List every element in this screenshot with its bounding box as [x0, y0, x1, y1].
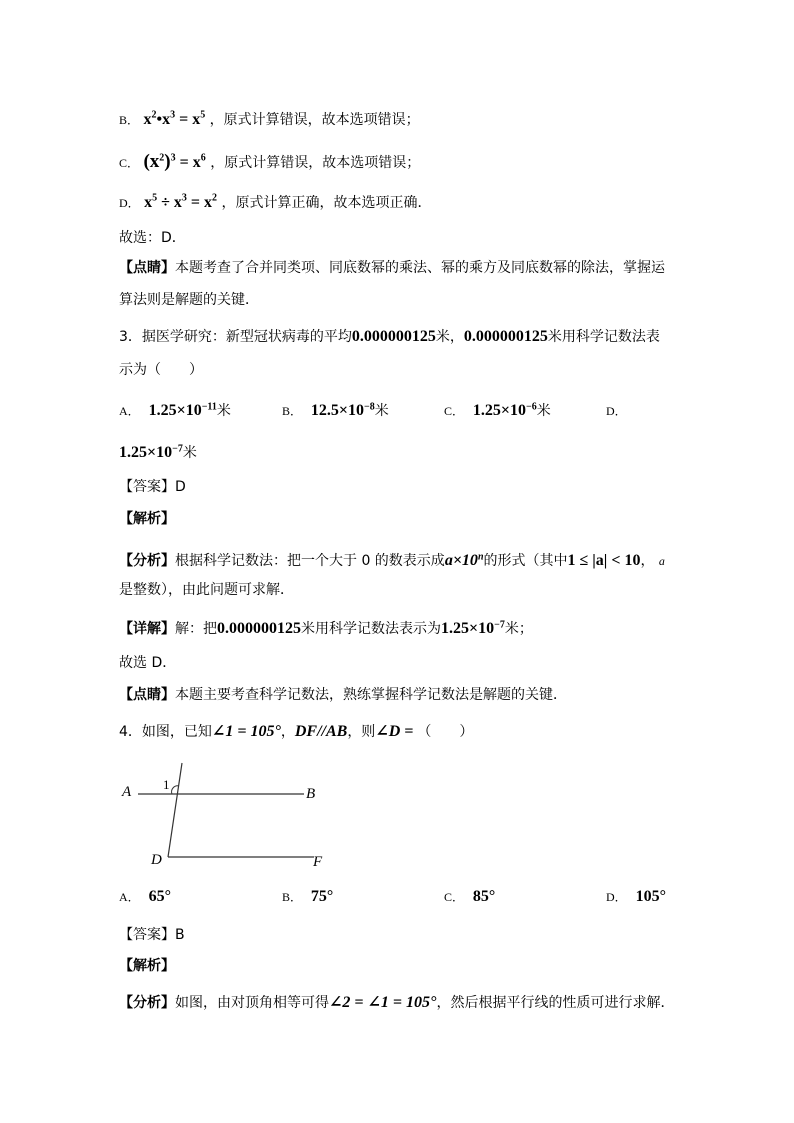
option-b-label: B． — [119, 113, 140, 127]
q4-answer: 【答案】B — [119, 927, 185, 943]
q4-option-d: D． 105° — [606, 888, 666, 905]
q3-option-a: A． $1.25\times 10^{-11}$米 — [119, 401, 231, 419]
dianjing-text-1: 本题考查了合并同类项、同底数幂的乘法、幂的乘方及同底数幂的除法，掌握运 — [175, 260, 665, 276]
q3-dianjing: 【点睛】本题主要考查科学记数法，熟练掌握科学记数法是解题的关键． — [119, 687, 567, 703]
q4-option-b: B． 75° — [282, 888, 334, 905]
q3-jiexi: 【解析】 — [119, 511, 175, 527]
angle-1-label: 1 — [163, 777, 170, 792]
question-3-stem-cont: 示为（ ） — [119, 362, 203, 378]
option-c-expression: $(x^2)^3 = x^6$ — [143, 151, 206, 172]
option-b-text: ，原式计算错误，故本选项错误； — [209, 112, 420, 128]
transversal — [168, 763, 182, 857]
point-b-label: B — [306, 786, 316, 802]
dianjing-1-cont: 算法则是解题的关键． — [119, 292, 259, 308]
q3-option-d-label: D． — [606, 404, 627, 418]
question-3-stem: 3．据医学研究：新型冠状病毒的平均0.000000125米，0.000000125米用科学记数法表 — [119, 328, 660, 345]
q4-option-a: A． 65° — [119, 888, 171, 905]
point-a-label: A — [122, 784, 132, 800]
option-c-line — [119, 152, 420, 173]
option-d-expression: $x^5 \div x^3 = x^2$ — [144, 192, 218, 211]
option-c-label: C． — [119, 156, 140, 170]
q3-number-2: 0.000000125 — [463, 328, 548, 345]
q3-answer: 【答案】D — [119, 479, 186, 495]
q3-option-c: C． $1.25\times 10^{-6}$米 — [444, 401, 551, 419]
dianjing-tag: 【点睛】 — [119, 260, 175, 276]
q3-fenxi: 【分析】根据科学记数法：把一个大于 0 的数表示成$a\times 10^n$的形式（其中1 ≤ |a| < 10， a — [119, 551, 665, 569]
point-f-label: F — [313, 854, 323, 870]
option-b-line — [119, 110, 420, 130]
dianjing-1 — [119, 258, 665, 278]
answer-line-1: 故选：D． — [119, 230, 186, 246]
q4-jiexi: 【解析】 — [119, 958, 175, 974]
option-c-text: ，原式计算错误，故本选项错误； — [210, 155, 421, 171]
q4-fenxi: 【分析】如图，由对顶角相等可得∠2 = ∠1 = 105°，然后根据平行线的性质可进行求解． — [119, 994, 675, 1011]
option-d-label: D． — [119, 196, 140, 210]
q3-fenxi-cont: 是整数），由此问题可求解． — [119, 582, 294, 598]
q3-option-d: $1.25\times 10^{-7}$米 — [119, 443, 197, 461]
question-4-stem: 4．如图，已知∠1 = 105°，DF//AB，则∠D = （ ） — [119, 723, 474, 740]
q3-number: 0.000000125 — [351, 328, 436, 345]
q3-option-b: B． $12.5\times 10^{-8}$米 — [282, 401, 389, 419]
option-d-text: ，原式计算正确，故本选项正确． — [221, 195, 432, 211]
q4-option-c: C． 85° — [444, 888, 496, 905]
option-b-expression: $x^2•x^3 = x^5$ — [143, 109, 206, 128]
option-d-line — [119, 193, 431, 213]
parallel-lines-figure — [118, 758, 338, 873]
q3-answer-2: 故选 D． — [119, 655, 177, 671]
point-d-label: D — [151, 852, 162, 868]
q3-xiangjie: 【详解】解：把0.000000125米用科学记数法表示为$1.25\times 10^{-7}$米； — [119, 619, 533, 637]
